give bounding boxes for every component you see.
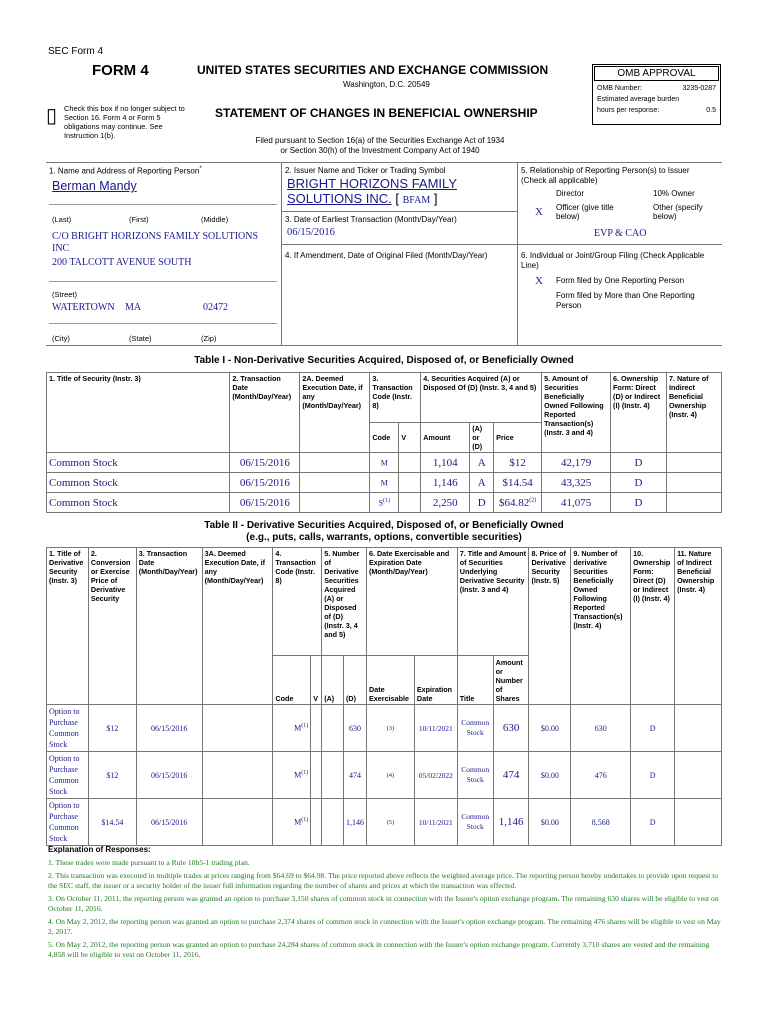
checkbox-icon[interactable]: ▯ — [46, 105, 58, 127]
omb-hours-row — [593, 103, 720, 114]
commission-city: Washington, D.C. 20549 — [343, 80, 430, 89]
officer-title: EVP & CAO — [594, 228, 647, 239]
table-row — [47, 752, 722, 799]
omb-burden-label: Estimated average burden — [597, 96, 680, 103]
t1-row3-ad: D — [470, 493, 494, 513]
t2-header-title: 1. Title of Derivative Security (Instr. 3) — [47, 548, 89, 705]
t1-row1-price-value: $12 — [509, 456, 526, 469]
t1-row2-date: 06/15/2016 — [230, 473, 300, 493]
t1-row2-owned: 43,325 — [542, 473, 611, 493]
t2-header-owned: 9. Number of derivative Securities Beneficially Owned Following Reported Transaction(s) (Instr. 4) — [571, 548, 631, 705]
t2-row3-und-title: Common Stock — [457, 799, 493, 846]
footnote-4: 4. On May 2, 2012, the reporting person was granted an option to purchase 2,374 shares of common stock in connection with the Issuer's option exchange program. The remaining 476 shares will be eligible to vest on May 2, 2017. — [48, 917, 721, 936]
t2-sub-v: V — [311, 656, 322, 705]
t1-row3-nature — [666, 493, 721, 513]
t1-sub-v: V — [399, 423, 421, 453]
omb-hours-label: hours per response: — [597, 107, 660, 114]
t1-row2-price-value: $14.54 — [502, 476, 533, 489]
t2-sub-date-exercisable: Date Exercisable — [367, 656, 415, 705]
t1-row2-deemed — [300, 473, 370, 493]
t2-row1-code — [273, 705, 311, 752]
t2-row2-und-title: Common Stock — [457, 752, 493, 799]
middle-label: (Middle) — [201, 215, 229, 224]
issuer-line-2[interactable]: SOLUTIONS INC. — [287, 191, 392, 206]
t1-row2-amount: 1,146 — [421, 473, 470, 493]
filed-line-2: or Section 30(h) of the Investment Company Act of 1940 — [280, 146, 480, 155]
non-derivative-table — [46, 372, 722, 513]
other-label: Other (specify below) — [653, 203, 703, 221]
t2-sub-amount: Amount or Number of Shares — [493, 656, 529, 705]
t2-row3-nature — [675, 799, 722, 846]
box1-label — [49, 166, 202, 176]
ticker-symbol[interactable]: BFAM — [402, 195, 431, 206]
t2-row2-form: D — [631, 752, 675, 799]
t2-row3-expiration: 10/11/2021 — [414, 799, 457, 846]
t1-row3-code-footnote[interactable]: (1) — [383, 497, 391, 504]
t2-row1-owned: 630 — [571, 705, 631, 752]
footnote-1: 1. These trades were made pursuant to a Rule 10b5-1 trading plan. — [48, 858, 250, 867]
officer-checkmark[interactable]: X — [535, 206, 543, 218]
t1-row1-form: D — [611, 453, 667, 473]
reporting-person-name[interactable]: Berman Mandy — [52, 179, 137, 193]
t2-row3-exercisable[interactable]: (5) — [367, 799, 415, 846]
filed-pursuant — [230, 136, 530, 156]
t1-row3-form: D — [611, 493, 667, 513]
table-row — [47, 453, 722, 473]
checkbox-text: Check this box if no longer subject to Section 16. Form 4 or Form 5 obligations may continue. See Instruction 1(b). — [64, 104, 185, 140]
t1-row3-v — [399, 493, 421, 513]
t1-sub-amount: Amount — [421, 423, 470, 453]
t1-row3-title: Common Stock — [47, 493, 230, 513]
footnote-5: 5. On May 2, 2012, the reporting person was granted an option to purchase 24,284 shares of common stock in connection with the Issuer's option exchange program. Currently 3,710 shares are vested and the remaining 4,858 will be eligible to vest on October 11, 2016. — [48, 940, 710, 959]
t1-row3-deemed — [300, 493, 370, 513]
t2-row3-price: $14.54 — [88, 799, 136, 846]
t2-sub-code: Code — [273, 656, 311, 705]
t1-header-deemed: 2A. Deemed Execution Date, if any (Month/Day/Year) — [300, 373, 370, 453]
explanation-title: Explanation of Responses: — [48, 845, 151, 854]
t2-row1-d: 630 — [344, 705, 367, 752]
table-row — [47, 799, 722, 846]
address-line-1: C/O BRIGHT HORIZONS FAMILY SOLUTIONS — [52, 231, 259, 242]
table-row — [47, 493, 722, 513]
t1-row1-title: Common Stock — [47, 453, 230, 473]
t2-header-underlying: 7. Title and Amount of Securities Underlying Derivative Security (Instr. 3 and 4) — [457, 548, 529, 656]
t1-sub-code: Code — [370, 423, 399, 453]
t1-row1-code-value: M — [380, 458, 388, 468]
t2-row1-exercisable[interactable]: (3) — [367, 705, 415, 752]
t2-header-date: 3. Transaction Date (Month/Day/Year) — [136, 548, 202, 705]
t1-header-nature: 7. Nature of Indirect Beneficial Ownership (Instr. 4) — [666, 373, 721, 453]
box6-label: 6. Individual or Joint/Group Filing (Check Applicable Line) — [521, 251, 705, 270]
address-block — [52, 231, 258, 269]
t2-row1-nature — [675, 705, 722, 752]
issuer-name[interactable] — [287, 176, 457, 208]
t2-row2-und-amount: 474 — [493, 752, 529, 799]
director-label: Director — [556, 189, 585, 198]
table1-title: Table I - Non-Derivative Securities Acquired, Disposed of, or Beneficially Owned — [194, 355, 574, 366]
t2-header-price: 8. Price of Derivative Security (Instr. 5) — [529, 548, 571, 705]
t2-row3-code — [273, 799, 311, 846]
t1-row2-form: D — [611, 473, 667, 493]
filed-line-1: Filed pursuant to Section 16(a) of the Securities Exchange Act of 1934 — [255, 136, 505, 145]
t1-row1-price — [494, 453, 542, 473]
omb-approval-box — [592, 64, 721, 125]
t2-row3-form: D — [631, 799, 675, 846]
t2-row1-title: Option to Purchase Common Stock — [47, 705, 89, 752]
box5-label: 5. Relationship of Reporting Person(s) to Issuer (Check all applicable) — [521, 166, 690, 185]
t2-row1-und-title: Common Stock — [457, 705, 493, 752]
t2-header-ownership-form: 10. Ownership Form: Direct (D) or Indirect (I) (Instr. 4) — [631, 548, 675, 705]
t1-row1-v — [399, 453, 421, 473]
t1-row3-date: 06/15/2016 — [230, 493, 300, 513]
omb-hours-value: 0.5 — [706, 107, 716, 114]
state-label: (State) — [129, 334, 152, 343]
table-row — [47, 705, 722, 752]
t2-sub-d: (D) — [344, 656, 367, 705]
box1-label-text: 1. Name and Address of Reporting Person — [49, 166, 200, 176]
t2-header-deemed: 3A. Deemed Execution Date, if any (Month/Day/Year) — [202, 548, 273, 705]
t2-row1-deemed — [202, 705, 273, 752]
sec-form-label: SEC Form 4 — [48, 46, 104, 57]
first-label: (First) — [129, 215, 149, 224]
t2-row1-expiration: 10/11/2021 — [414, 705, 457, 752]
t2-row2-date: 06/15/2016 — [136, 752, 202, 799]
t1-row3-code — [370, 493, 399, 513]
omb-title: OMB APPROVAL — [594, 66, 719, 81]
address-line-3: 200 TALCOTT AVENUE SOUTH — [52, 257, 192, 268]
t1-row1-amount: 1,104 — [421, 453, 470, 473]
t2-row2-deriv-price: $0.00 — [529, 752, 571, 799]
city-label: (City) — [52, 334, 70, 343]
t2-sub-expiration: Expiration Date — [414, 656, 457, 705]
t2-row2-a — [322, 752, 344, 799]
one-person-label: Form filed by One Reporting Person — [556, 276, 685, 285]
t1-row2-price — [494, 473, 542, 493]
t1-row2-nature — [666, 473, 721, 493]
t1-header-title: 1. Title of Security (Instr. 3) — [47, 373, 230, 453]
table2-title-line-1: Table II - Derivative Securities Acquired, Disposed of, or Beneficially Owned — [204, 520, 564, 531]
officer-label: Officer (give title below) — [556, 203, 614, 221]
t1-row1-date: 06/15/2016 — [230, 453, 300, 473]
explanation-notes — [48, 858, 722, 963]
footnote-2: 2. This transaction was executed in multiple trades at prices ranging from $64.69 to $64.98. The price reported above reflects the weighted average price. The reporting person hereby undertakes to provide upon request to the SEC staff, the issuer or a security holder of the issuer full information regarding the number of shares and prices at which the transaction was effected. — [48, 871, 719, 890]
more-persons-label: Form filed by More than One Reporting Person — [556, 291, 695, 310]
t2-row3-title: Option to Purchase Common Stock — [47, 799, 89, 846]
t2-row1-deriv-price: $0.00 — [529, 705, 571, 752]
t2-row1-a — [322, 705, 344, 752]
footnote-3: 3. On October 11, 2011, the reporting person was granted an option to purchase 3,150 shares of common stock in connection with the Issuer's option exchange program. The remaining 630 shares will be eligible to vest on October 11, 2016. — [48, 894, 719, 913]
t2-row2-deemed — [202, 752, 273, 799]
t1-row2-v — [399, 473, 421, 493]
t2-row2-expiration: 05/02/2022 — [414, 752, 457, 799]
t2-row3-owned: 8,568 — [571, 799, 631, 846]
t2-header-number: 5. Number of Derivative Securities Acquired (A) or Disposed of (D) (Instr. 3, 4 and 5) — [322, 548, 367, 656]
t2-header-conversion: 2. Conversion or Exercise Price of Derivative Security — [88, 548, 136, 705]
city-value: WATERTOWN — [52, 302, 115, 313]
t2-header-code: 4. Transaction Code (Instr. 8) — [273, 548, 322, 656]
t2-row3-deemed — [202, 799, 273, 846]
table2-title-line-2: (e.g., puts, calls, warrants, options, convertible securities) — [246, 532, 522, 543]
t2-row2-code-footnote[interactable]: (1) — [301, 770, 309, 777]
ticker-close-bracket: ] — [433, 191, 438, 206]
t1-row1-code — [370, 453, 399, 473]
t2-row2-code — [273, 752, 311, 799]
box1-asterisk: * — [199, 166, 202, 172]
t1-header-ownership-form: 6. Ownership Form: Direct (D) or Indirect (I) (Instr. 4) — [611, 373, 667, 453]
t2-sub-a: (A) — [322, 656, 344, 705]
last-label: (Last) — [52, 215, 72, 224]
box2-label: 2. Issuer Name and Ticker or Trading Symbol — [285, 166, 446, 175]
t2-row1-form: D — [631, 705, 675, 752]
t2-row1-code-footnote[interactable]: (1) — [301, 723, 309, 730]
t2-row1-date: 06/15/2016 — [136, 705, 202, 752]
t2-row2-title: Option to Purchase Common Stock — [47, 752, 89, 799]
t1-row1-nature — [666, 453, 721, 473]
t1-header-date: 2. Transaction Date (Month/Day/Year) — [230, 373, 300, 453]
t2-row3-date: 06/15/2016 — [136, 799, 202, 846]
t1-header-code: 3. Transaction Code (Instr. 8) — [370, 373, 421, 423]
t1-row3-code-value: S — [378, 498, 384, 508]
t1-row2-code-value: M — [380, 478, 388, 488]
t2-row1-und-amount: 630 — [493, 705, 529, 752]
t2-sub-title: Title — [457, 656, 493, 705]
t2-row2-d: 474 — [344, 752, 367, 799]
table-row — [47, 473, 722, 493]
issuer-line-1[interactable]: BRIGHT HORIZONS FAMILY — [287, 176, 457, 191]
table2-title — [46, 520, 722, 544]
t1-header-amount-owned: 5. Amount of Securities Beneficially Owned Following Reported Transaction(s) (Instr. 3 and 4) — [542, 373, 611, 453]
form-title: FORM 4 — [92, 62, 149, 79]
t1-row2-ad: A — [470, 473, 494, 493]
t2-row3-code-value: M — [294, 817, 302, 827]
t2-row2-code-value: M — [294, 770, 302, 780]
t2-row3-v — [311, 799, 322, 846]
t1-sub-price: Price — [494, 423, 542, 453]
t2-row3-d: 1,146 — [344, 799, 367, 846]
address-line-2: INC — [52, 243, 70, 254]
earliest-transaction-date: 06/15/2016 — [287, 227, 335, 238]
t2-row2-nature — [675, 752, 722, 799]
t2-row2-owned: 476 — [571, 752, 631, 799]
t1-row1-owned: 42,179 — [542, 453, 611, 473]
t1-row3-price — [494, 493, 542, 513]
state-value: MA — [125, 302, 142, 313]
omb-number-label: OMB Number: — [597, 85, 642, 92]
t2-row3-a — [322, 799, 344, 846]
statement-title: STATEMENT OF CHANGES IN BENEFICIAL OWNERSHIP — [215, 106, 538, 120]
omb-number-value: 3235-0287 — [682, 85, 716, 92]
t1-header-securities: 4. Securities Acquired (A) or Disposed Of (D) (Instr. 3, 4 and 5) — [421, 373, 542, 423]
t1-row3-amount: 2,250 — [421, 493, 470, 513]
t2-row3-und-amount: 1,146 — [493, 799, 529, 846]
zip-label: (Zip) — [201, 334, 217, 343]
t1-row3-owned: 41,075 — [542, 493, 611, 513]
street-label: (Street) — [52, 290, 78, 299]
t1-row1-deemed — [300, 453, 370, 473]
t2-row2-v — [311, 752, 322, 799]
one-person-checkmark[interactable]: X — [535, 275, 543, 287]
t1-row2-title: Common Stock — [47, 473, 230, 493]
box4-label: 4. If Amendment, Date of Original Filed (Month/Day/Year) — [285, 251, 488, 260]
derivative-table — [46, 547, 722, 846]
t2-header-nature: 11. Nature of Indirect Beneficial Ownership (Instr. 4) — [675, 548, 722, 705]
zip-value: 02472 — [203, 302, 228, 313]
t2-row2-price: $12 — [88, 752, 136, 799]
t1-row1-ad: A — [470, 453, 494, 473]
t2-row1-v — [311, 705, 322, 752]
t2-row1-price: $12 — [88, 705, 136, 752]
omb-number-row — [593, 82, 720, 92]
t2-row2-exercisable[interactable]: (4) — [367, 752, 415, 799]
box3-label: 3. Date of Earliest Transaction (Month/Day/Year) — [285, 215, 457, 224]
t2-header-exercisable: 6. Date Exercisable and Expiration Date (Month/Day/Year) — [367, 548, 458, 656]
t1-row3-price-footnote[interactable]: (2) — [529, 496, 537, 503]
t2-row3-deriv-price: $0.00 — [529, 799, 571, 846]
commission-title: UNITED STATES SECURITIES AND EXCHANGE COMMISSION — [197, 63, 549, 77]
t2-row3-code-footnote[interactable]: (1) — [301, 817, 309, 824]
ten-percent-owner-label: 10% Owner — [653, 189, 695, 198]
ticker-open-bracket: [ — [395, 191, 399, 206]
t1-row2-code — [370, 473, 399, 493]
t2-row1-code-value: M — [294, 723, 302, 733]
t1-sub-ad: (A) or (D) — [470, 423, 494, 453]
t1-row3-price-value: $64.82 — [499, 496, 530, 509]
